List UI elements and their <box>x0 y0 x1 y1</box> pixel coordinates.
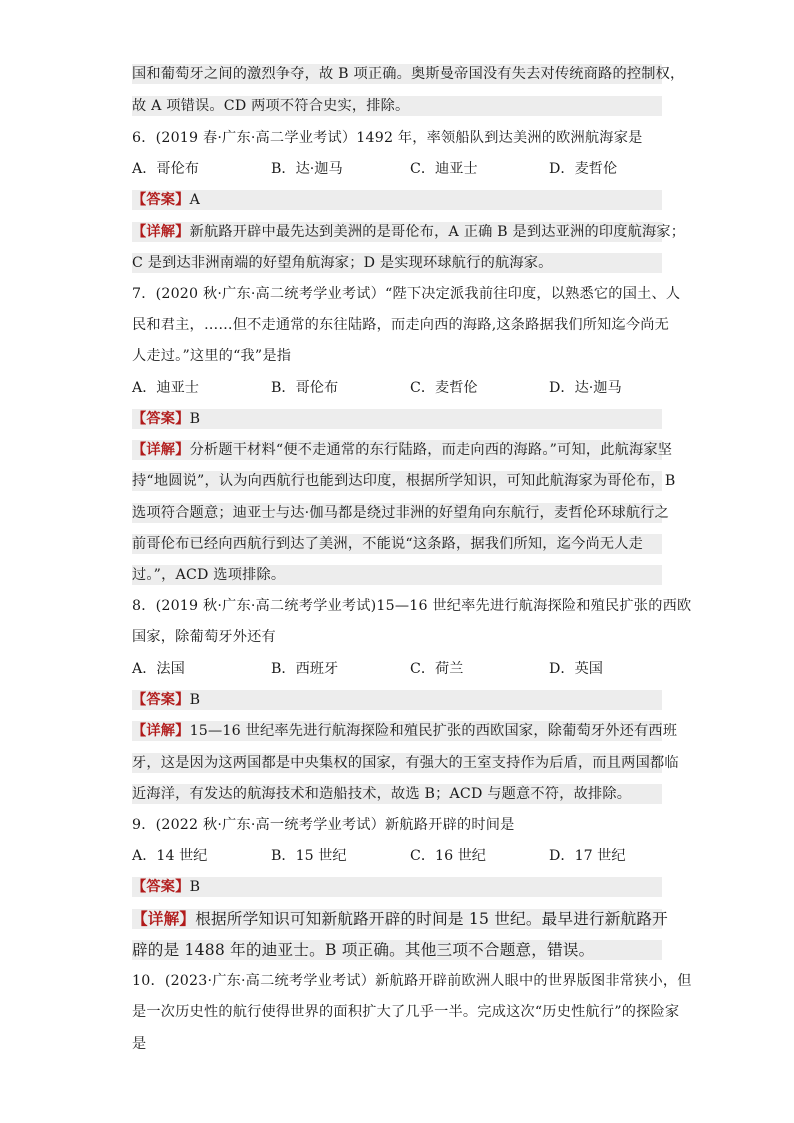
explanation-tag: 【详解】 <box>132 224 190 240</box>
explanation-text: 分析题干材料“便不走通常的东行陆路，而走向西的海路。”可知，此航海家坚 <box>189 442 673 458</box>
explanation-text: 新航路开辟中最先达到美洲的是哥伦布，A 正确 B 是到达亚洲的印度航海家； <box>189 224 686 240</box>
q9-option-a: A．14 世纪 <box>132 848 208 864</box>
q9-option-c: C．16 世纪 <box>410 848 486 864</box>
q8-answer <box>132 690 662 710</box>
explanation-text: 15—16 世纪率先进行航海探险和殖民扩张的西欧国家，除葡萄牙外还有西班 <box>189 723 678 739</box>
text-line: 过。”，ACD 选项排除。 <box>132 565 662 585</box>
question-8: 8．(2019 秋·广东·高二统考学业考试)15—16 世纪率先进行航海探险和殖民扩张的西欧 <box>132 598 692 614</box>
answer-value: B <box>189 692 201 708</box>
q7-option-c: C．麦哲伦 <box>410 380 478 396</box>
question-7: 7．(2020 秋·广东·高二统考学业考试）“陛下决定派我前往印度，以熟悉它的国土、人 <box>132 286 681 302</box>
text-line: 选项符合题意；迪亚士与达·伽马都是绕过非洲的好望角向东航行，麦哲伦环球航行之 <box>132 505 670 521</box>
text-line: 国和葡萄牙之间的激烈争夺，故 B 项正确。奥斯曼帝国没有失去对传统商路的控制权， <box>132 66 685 82</box>
answer-tag: 【答案】 <box>132 692 190 708</box>
text-line: 辟的是 1488 年的迪亚士。B 项正确。其他三项不合题意，错误。 <box>132 940 662 960</box>
q9-explanation <box>132 909 668 929</box>
explanation-tag: 【详解】 <box>132 442 190 458</box>
explanation-tag: 【详解】 <box>132 723 190 739</box>
text-line: 是 <box>132 1036 147 1052</box>
question-10: 10．(2023·广东·高二统考学业考试）新航路开辟前欧洲人眼中的世界版图非常狭小，但 <box>132 973 692 989</box>
q6-answer <box>132 190 662 210</box>
text-line: C 是到达非洲南端的好望角航海家；D 是实现环球航行的航海家。 <box>132 253 662 273</box>
question-9: 9．(2022 秋·广东·高一统考学业考试）新航路开辟的时间是 <box>132 817 515 833</box>
q7-answer <box>132 409 662 429</box>
text-line: 持“地圆说”，认为向西航行也能到达印度，根据所学知识，可知此航海家为哥伦布，B <box>132 473 676 489</box>
explanation-tag: 【详解】 <box>132 909 196 928</box>
q7-option-d: D．达·迦马 <box>549 380 622 396</box>
q8-option-c: C．荷兰 <box>410 661 464 677</box>
text-line: 牙，这是因为这两国都是中央集权的国家，有强大的王室支持作为后盾，而且两国都临 <box>132 755 679 771</box>
answer-tag: 【答案】 <box>132 879 190 895</box>
answer-value: A <box>189 192 201 208</box>
q6-option-a: A．哥伦布 <box>132 161 199 177</box>
q9-option-d: D．17 世纪 <box>549 848 626 864</box>
text-line: 人走过。”这里的“我”是指 <box>132 348 292 364</box>
text-line: 国家，除葡萄牙外还有 <box>132 629 276 645</box>
answer-value: B <box>189 411 201 427</box>
answer-tag: 【答案】 <box>132 192 190 208</box>
q7-explanation <box>132 440 673 460</box>
q8-option-d: D．英国 <box>549 661 603 677</box>
q6-option-d: D．麦哲伦 <box>549 161 618 177</box>
q8-option-a: A．法国 <box>132 661 185 677</box>
text-line: 民和君主，……但不走通常的东往陆路，而走向西的海路,这条路据我们所知迄今尚无 <box>132 317 670 333</box>
q9-answer <box>132 877 662 897</box>
q6-option-c: C．迪亚士 <box>410 161 478 177</box>
text-line: 近海洋，有发达的航海技术和造船技术，故选 B；ACD 与题意不符，故排除。 <box>132 784 662 804</box>
explanation-text: 根据所学知识可知新航路开辟的时间是 15 世纪。最早进行新航路开 <box>195 910 668 928</box>
q7-option-a: A．迪亚士 <box>132 380 199 396</box>
q7-option-b: B．哥伦布 <box>271 380 339 396</box>
question-6: 6．(2019 春·广东·高二学业考试）1492 年，率领船队到达美洲的欧洲航海家是 <box>132 130 643 146</box>
q6-explanation <box>132 222 686 242</box>
text-line: 是一次历史性的航行使得世界的面积扩大了几乎一半。完成这次“历史性航行”的探险家 <box>132 1004 680 1020</box>
answer-value: B <box>189 879 201 895</box>
text-line: 故 A 项错误。CD 两项不符合史实，排除。 <box>132 96 662 116</box>
q6-option-b: B．达·迦马 <box>271 161 343 177</box>
answer-tag: 【答案】 <box>132 411 190 427</box>
q9-option-b: B．15 世纪 <box>271 848 347 864</box>
text-line: 前哥伦布已经向西航行到达了美洲，不能说“这条路，据我们所知，迄今尚无人走 <box>132 534 662 554</box>
q8-explanation <box>132 721 678 741</box>
q8-option-b: B．西班牙 <box>271 661 339 677</box>
